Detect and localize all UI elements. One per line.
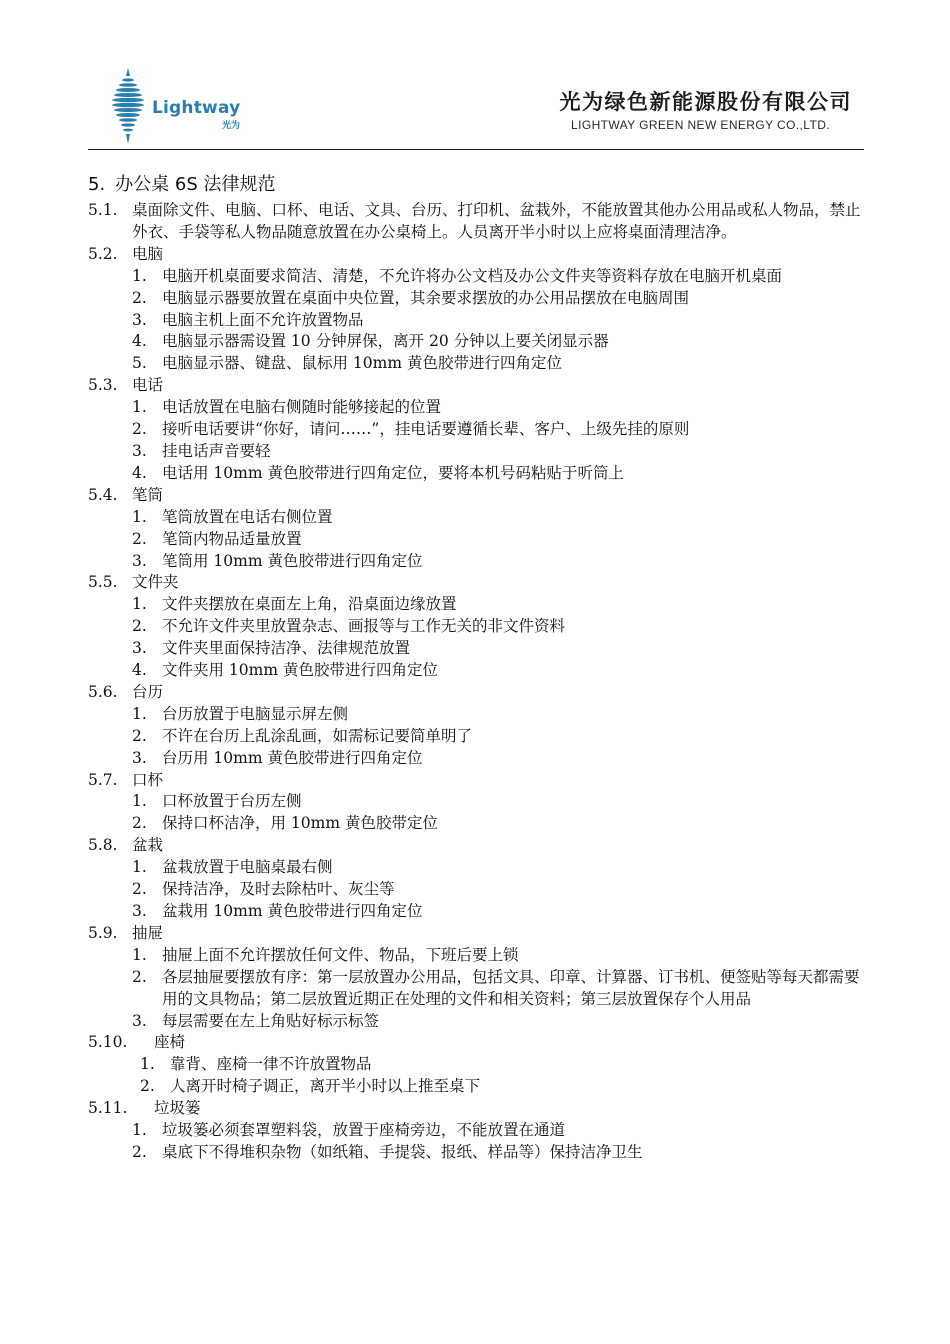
item-number: 5. [132,354,147,373]
item-number: 3. [132,1011,147,1030]
item-text: 笔筒内物品适量放置 [162,529,302,548]
item-text: 垃圾篓必须套罩塑料袋，放置于座椅旁边，不能放置在通道 [162,1121,566,1140]
section-5-1 [88,200,868,244]
item-number: 2. [132,726,147,745]
section-heading-number: 5. [88,174,106,195]
list-item [88,616,868,638]
item-number: 1. [132,266,147,285]
section-number: 5.3. [88,376,118,395]
list-item [88,441,868,463]
item-text: 每层需要在左上角贴好标示标签 [162,1011,380,1030]
section-title: 台历 [132,682,164,701]
item-number: 1. [140,1055,155,1074]
section-5-6 [88,682,868,704]
section-5-5 [88,572,868,594]
list-item [88,463,868,485]
section-title: 口杯 [132,770,164,789]
list-item [88,1142,868,1164]
list-item [88,660,868,682]
company-logo [104,66,264,146]
item-text: 电脑开机桌面要求简洁、清楚，不允许将办公文档及办公文件夹等资料存放在电脑开机桌面 [162,266,783,285]
section-title: 抽屉 [132,923,164,942]
item-text: 各层抽屉要摆放有序：第一层放置办公用品，包括文具、印章、计算器、订书机、便签贴等每天都需要用的文具物品；第二层放置近期正在处理的文件和相关资料；第三层放置保存个人用品 [162,967,860,1008]
list-item [88,1120,868,1142]
list-item [88,813,868,835]
section-5-4 [88,485,868,507]
list-item [88,726,868,748]
section-number: 5.10. [88,1033,128,1052]
item-text: 抽屉上面不允许摆放任何文件、物品，下班后要上锁 [162,945,519,964]
section-number: 5.1. [88,201,118,219]
item-text: 盆栽放置于电脑桌最右侧 [162,858,333,877]
section-title: 电脑 [132,244,164,263]
section-5-9 [88,923,868,945]
item-text: 不许在台历上乱涂乱画，如需标记要简单明了 [162,726,473,745]
item-number: 2. [132,880,147,899]
item-number: 4. [132,332,147,351]
list-item [88,310,868,332]
list-item [88,791,868,813]
section-number: 5.5. [88,573,118,592]
section-number: 5.9. [88,923,118,942]
list-item [88,288,868,310]
page-header [88,60,864,150]
list-item [88,1076,868,1098]
item-number: 3. [132,748,147,767]
list-item [88,551,868,573]
list-item [88,419,868,441]
section-5-10 [88,1032,868,1054]
company-name-cn: 光为绿色新能源股份有限公司 [559,90,852,114]
list-item [88,397,868,419]
item-number: 2. [132,288,147,307]
section-5-3 [88,375,868,397]
list-item [88,704,868,726]
item-number: 1. [132,792,147,811]
section-number: 5.7. [88,770,118,789]
item-text: 人离开时椅子调正，离开半小时以上推至桌下 [170,1077,481,1096]
list-item [88,945,868,967]
item-text: 电脑主机上面不允许放置物品 [162,310,364,329]
section-number: 5.2. [88,244,118,263]
item-text: 电脑显示器、键盘、鼠标用 10mm 黄色胶带进行四角定位 [162,354,562,373]
company-name-en: LIGHTWAY GREEN NEW ENERGY CO.,LTD. [571,118,830,132]
list-item [88,507,868,529]
item-text: 保持口杯洁净，用 10mm 黄色胶带定位 [162,814,438,833]
section-title: 笔筒 [132,485,164,504]
item-text: 接听电话要讲“你好，请问……”，挂电话要遵循长辈、客户、上级先挂的原则 [162,420,690,439]
item-text: 文件夹里面保持洁净、法律规范放置 [162,639,411,658]
logo-wordmark-cn: 光为 [222,121,241,131]
item-number: 2. [132,1142,147,1161]
item-number: 1. [132,1121,147,1140]
item-number: 1. [132,398,147,417]
item-number: 2. [140,1077,155,1096]
item-text: 文件夹摆放在桌面左上角，沿桌面边缘放置 [162,595,457,614]
item-number: 2. [132,617,147,636]
item-text: 台历用 10mm 黄色胶带进行四角定位 [162,748,423,767]
item-number: 3. [132,902,147,920]
list-item [88,748,868,770]
list-item [88,879,868,901]
item-text: 挂电话声音要轻 [162,441,271,460]
item-number: 1. [132,945,147,964]
item-text: 电脑显示器需设置 10 分钟屏保，离开 20 分钟以上要关闭显示器 [162,332,609,351]
item-number: 3. [132,441,147,460]
list-item [88,594,868,616]
item-text: 电话用 10mm 黄色胶带进行四角定位，要将本机号码粘贴于听筒上 [162,463,624,482]
list-item [88,857,868,879]
item-text: 台历放置于电脑显示屏左侧 [162,704,349,723]
item-number: 3. [132,639,147,658]
section-text: 桌面除文件、电脑、口杯、电话、文具、台历、打印机、盆栽外，不能放置其他办公用品或私人物品，禁止外衣、手袋等私人物品随意放置在办公桌椅上。人员离开半小时以上应将桌面清理洁净。 [132,201,861,241]
item-number: 3. [132,310,147,329]
item-text: 不允许文件夹里放置杂志、画报等与工作无关的非文件资料 [162,617,566,636]
section-5-7 [88,770,868,792]
section-number: 5.6. [88,682,118,701]
list-item [88,331,868,353]
list-item [88,967,868,1011]
item-number: 1. [132,595,147,614]
list-item [88,901,868,923]
item-number: 4. [132,463,147,482]
item-text: 电话放置在电脑右侧随时能够接起的位置 [162,398,442,417]
list-item [88,353,868,375]
list-item [88,529,868,551]
item-text: 保持洁净，及时去除枯叶、灰尘等 [162,880,395,899]
list-item [88,1011,868,1033]
list-item [88,1054,868,1076]
section-title: 垃圾篓 [154,1099,201,1118]
item-text: 笔筒放置在电话右侧位置 [162,507,333,526]
item-number: 2. [132,529,147,548]
item-text: 笔筒用 10mm 黄色胶带进行四角定位 [162,551,423,570]
section-title: 电话 [132,376,164,395]
section-heading [88,172,868,198]
item-number: 1. [132,704,147,723]
lightway-logo-icon [104,66,152,146]
item-text: 靠背、座椅一律不许放置物品 [170,1055,372,1074]
document-body [88,172,868,1164]
section-5-2 [88,244,868,266]
item-text: 口杯放置于台历左侧 [162,792,302,811]
section-number: 5.8. [88,836,118,855]
header-divider [88,149,864,150]
item-text: 文件夹用 10mm 黄色胶带进行四角定位 [162,661,438,680]
list-item [88,266,868,288]
item-number: 2. [132,814,147,833]
item-text: 盆栽用 10mm 黄色胶带进行四角定位 [162,902,423,920]
item-number: 3. [132,551,147,570]
section-number: 5.4. [88,485,118,504]
item-number: 1. [132,858,147,877]
section-heading-text: 办公桌 6S 法律规范 [115,174,276,195]
section-5-8 [88,835,868,857]
section-title: 文件夹 [132,573,179,592]
item-number: 2. [132,967,147,986]
section-title: 座椅 [154,1033,186,1052]
item-number: 4. [132,661,147,680]
section-number: 5.11. [88,1099,128,1118]
item-text: 桌底下不得堆积杂物（如纸箱、手提袋、报纸、样品等）保持洁净卫生 [162,1142,643,1161]
item-number: 2. [132,420,147,439]
item-number: 1. [132,507,147,526]
item-text: 电脑显示器要放置在桌面中央位置，其余要求摆放的办公用品摆放在电脑周围 [162,288,690,307]
logo-wordmark: Lightway [152,98,241,118]
section-title: 盆栽 [132,836,164,855]
section-5-11 [88,1098,868,1120]
list-item [88,638,868,660]
